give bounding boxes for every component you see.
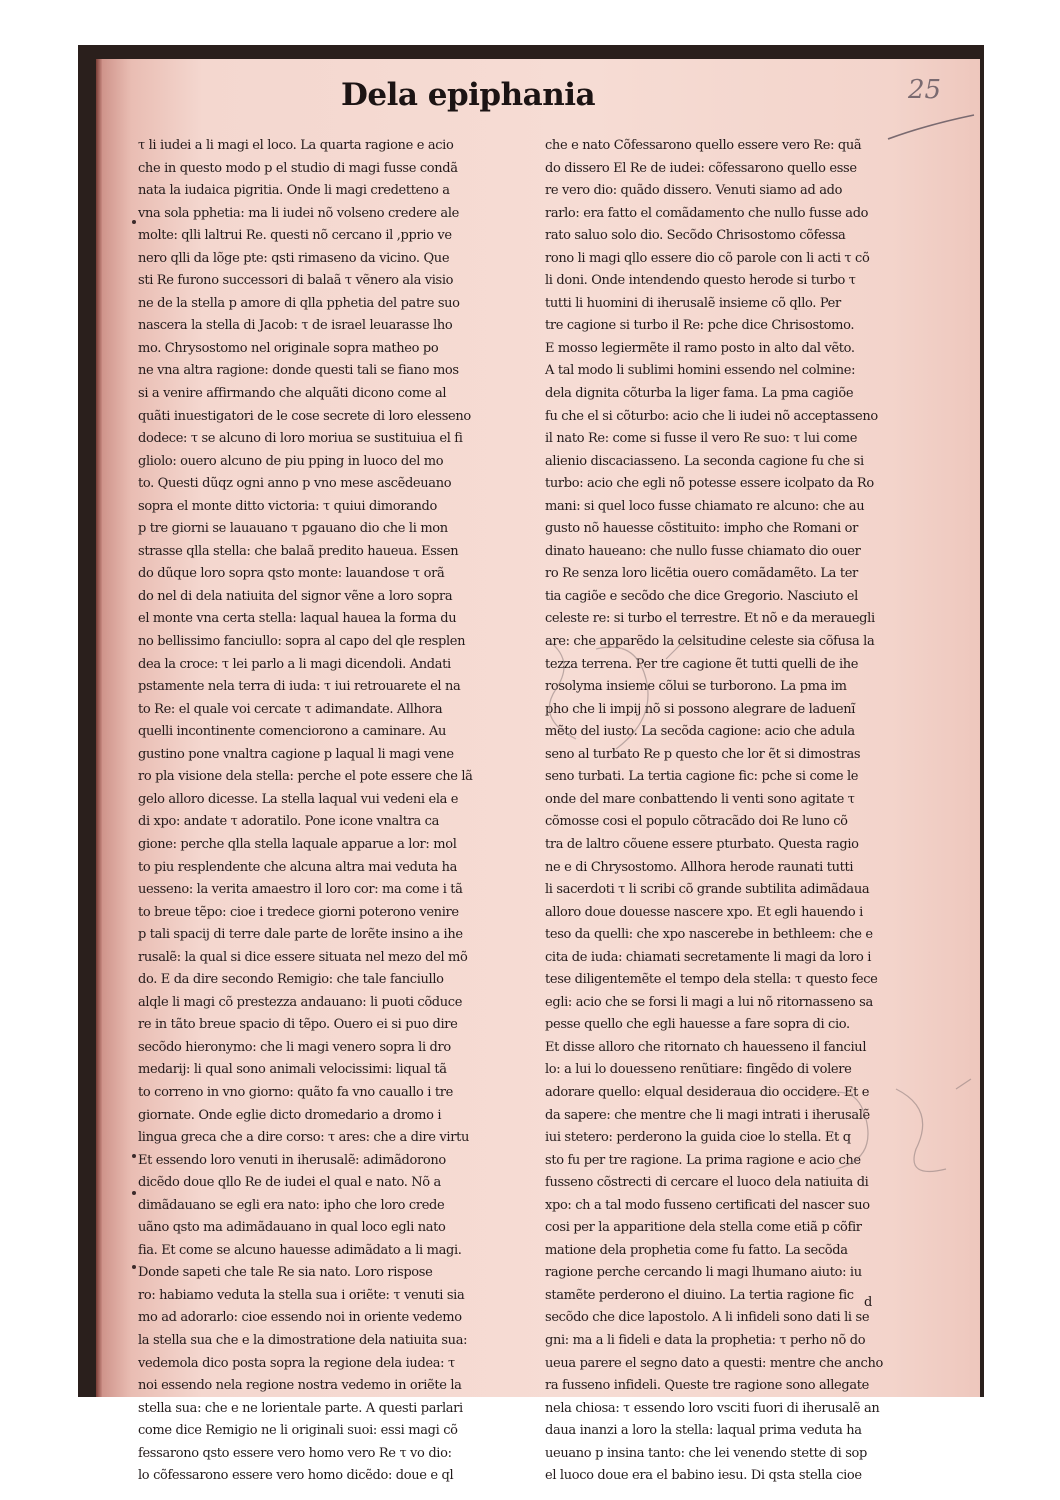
right-column-line: il nato Re: come si fusse il vero Re suo: τ lui come bbox=[545, 431, 858, 447]
left-column-line: gione: perche qlla stella laquale apparue a lor: mol bbox=[138, 836, 457, 852]
library-stamp-outline bbox=[516, 619, 696, 779]
left-column-line: Et essendo loro venuti in iherusalẽ: adimãdorono bbox=[138, 1152, 446, 1168]
left-column-line: dea la croce: τ lei parlo a li magi dicendoli. Andati bbox=[138, 656, 451, 672]
left-column-line: stella sua: che e ne lorientale parte. A questi parlari bbox=[138, 1400, 463, 1416]
right-column-line: fusseno cõstrecti di cercare el luoco dela natiuita di bbox=[545, 1175, 869, 1191]
left-column-line: vedemola dico posta sopra la regione dela iudea: τ bbox=[138, 1355, 455, 1371]
right-column-line: E mosso legiermẽte il ramo posto in alto dal vẽto. bbox=[545, 340, 855, 356]
left-column-line: ne vna altra ragione: donde questi tali se fiano mos bbox=[138, 363, 459, 379]
right-column-line: re vero dio: quãdo dissero. Venuti siamo ad ado bbox=[545, 183, 843, 199]
right-column-line: seno al turbato Re p questo che lor ẽt si dimostras bbox=[545, 746, 861, 762]
right-column-line: onde del mare conbattendo li venti sono agitate τ bbox=[545, 791, 855, 807]
right-column-line: ra fusseno infideli. Queste tre ragione sono allegate bbox=[545, 1378, 869, 1394]
right-column-line: dinato haueano: che nullo fusse chiamato dio ouer bbox=[545, 543, 861, 559]
right-column-line: ne e di Chrysostomo. Allhora herode raunati tutti bbox=[545, 859, 854, 875]
right-column-line: adorare quello: elqual desideraua dio occidere. Et e bbox=[545, 1084, 870, 1100]
left-column-line: mo. Chrysostomo nel originale sopra matheo po bbox=[138, 340, 439, 356]
left-column-line: p tali spacij di terre dale parte de lorẽte insino a ihe bbox=[138, 927, 463, 943]
right-column-line: matione dela prophetia come fu fatto. La secõda bbox=[545, 1242, 848, 1258]
left-column-line: secõdo hieronymo: che li magi venero sopra li dro bbox=[138, 1039, 451, 1055]
right-column-line: lo: a lui lo douesseno renũtiare: fingẽdo di volere bbox=[545, 1062, 852, 1078]
right-text-column bbox=[545, 135, 923, 1488]
right-column-line: rarlo: era fatto el comãdamento che nullo fusse ado bbox=[545, 205, 869, 221]
right-column-line: fu che el si cõturbo: acio che li iudei nõ acceptasseno bbox=[545, 408, 878, 424]
left-column-line: do. E da dire secondo Remigio: che tale fanciullo bbox=[138, 972, 444, 988]
right-column-line: rato saluo solo dio. Secõdo Chrisostomo cõfessa bbox=[545, 228, 846, 244]
right-column-line: li doni. Onde intendendo questo herode si turbo τ bbox=[545, 273, 856, 289]
right-column-line: ueuano p insina tanto: che lei venendo stette di sop bbox=[545, 1445, 867, 1461]
left-column-line: alqle li magi cõ prestezza andauano: li puoti cõduce bbox=[138, 994, 463, 1010]
left-column-line: nero qlli da lõge pte: qsti rimaseno da vicino. Que bbox=[138, 250, 450, 266]
right-column-line: gni: ma a li fideli e data la prophetia: τ perho nõ do bbox=[545, 1332, 866, 1348]
library-stamp-outline bbox=[796, 1069, 976, 1189]
left-column-line: to correno in vno giorno: quãto fa vno cauallo i tre bbox=[138, 1084, 453, 1100]
right-column-line: dela dignita cõturba la liger fama. La pma cagiõe bbox=[545, 386, 854, 402]
left-column-line: nascera la stella di Jacob: τ de israel leuarasse lho bbox=[138, 318, 453, 334]
right-column-line: are: che apparẽdo la celsitudine celeste sia cõfusa la bbox=[545, 634, 875, 650]
left-column-line: noi essendo nela regione nostra vedemo in oriẽte la bbox=[138, 1378, 462, 1394]
right-column-line: turbo: acio che egli nõ potesse essere icolpato da Ro bbox=[545, 476, 874, 492]
right-column-line: tre cagione si turbo il Re: pche dice Chrisostomo. bbox=[545, 318, 855, 334]
right-column-line: da sapere: che mentre che li magi intrati i iherusalẽ bbox=[545, 1107, 870, 1123]
right-column-line: sto fu per tre ragione. La prima ragione e acio che bbox=[545, 1152, 861, 1168]
left-column-line: uãno qsto ma adimãdauano in qual loco egli nato bbox=[138, 1220, 446, 1236]
right-column-line: do dissero El Re de iudei: cõfessarono quello esse bbox=[545, 160, 857, 176]
left-column-line: Donde sapeti che tale Re sia nato. Loro rispose bbox=[138, 1265, 433, 1281]
left-column-line: no bellissimo fanciullo: sopra al capo del qle resplen bbox=[138, 634, 466, 650]
signature-mark: d bbox=[864, 1295, 873, 1310]
right-column-line: nela chiosa: τ essendo loro vsciti fuori di iherusalẽ an bbox=[545, 1400, 880, 1416]
left-column-line: lo cõfessarono essere vero homo dicẽdo: doue e ql bbox=[138, 1468, 454, 1484]
left-column-line: giornate. Onde eglie dicto dromedario a dromo i bbox=[138, 1107, 442, 1123]
left-column-line: dicẽdo doue qllo Re de iudei el qual e nato. Nõ a bbox=[138, 1175, 441, 1191]
right-column-line: mani: si quel loco fusse chiamato re alcuno: che au bbox=[545, 498, 865, 514]
right-column-line: cita de iuda: chiamati secretamente li magi da loro i bbox=[545, 949, 872, 965]
left-column-line: quãti inuestigatori de le cose secrete di loro elesseno bbox=[138, 408, 471, 424]
right-column-line: che e nato Cõfessarono quello essere vero Re: quã bbox=[545, 138, 862, 153]
right-column-line: tutti li huomini di iherusalẽ insieme cõ qllo. Per bbox=[545, 295, 841, 311]
right-column-line: tra de laltro cõuene essere pturbato. Questa ragio bbox=[545, 836, 859, 852]
left-column-line: come dice Remigio ne li originali suoi: essi magi cõ bbox=[138, 1423, 458, 1439]
document-page bbox=[96, 59, 980, 1484]
left-column-line: ne de la stella p amore di qlla pphetia del patre suo bbox=[138, 295, 460, 311]
right-column-line: pesse quello che egli hauesse a fare sopra di cio. bbox=[545, 1017, 850, 1033]
right-column-line: ueua parere el segno dato a questi: mentre che ancho bbox=[545, 1355, 883, 1371]
right-column-line: A tal modo li sublimi homini essendo nel colmine: bbox=[545, 363, 856, 379]
left-column-line: molte: qlli laltrui Re. questi nõ cercano il ,pprio ve bbox=[138, 228, 452, 244]
left-column-line: fessarono qsto essere vero homo vero Re τ vo dio: bbox=[138, 1445, 452, 1461]
left-column-line: strasse qlla stella: che balaã predito haueua. Essen bbox=[138, 543, 459, 559]
right-column-line: daua inanzi a loro la stella: laqual prima veduta ha bbox=[545, 1423, 862, 1439]
left-column-line: gelo alloro dicesse. La stella laqual vui vedeni ela e bbox=[138, 791, 459, 807]
right-column-line: ro Re senza loro licẽtia ouero comãdamẽto. La ter bbox=[545, 566, 858, 582]
left-column-line: p tre giorni se lauauano τ pgauano dio che li mon bbox=[138, 521, 448, 537]
page-binding-edge bbox=[96, 59, 102, 1397]
left-column-line: lingua greca che a dire corso: τ ares: che a dire virtu bbox=[138, 1130, 469, 1146]
margin-mark bbox=[132, 1154, 136, 1158]
scanned-page-frame bbox=[78, 45, 984, 1484]
right-column-line: rono li magi qllo essere dio cõ parole con li acti τ cõ bbox=[545, 250, 870, 266]
left-column-line: to. Questi dũqz ogni anno p vno mese ascẽdeuano bbox=[138, 476, 452, 492]
handwritten-folio-number: 25 bbox=[908, 75, 942, 105]
right-column-line: iui stetero: perderono la guida cioe lo stella. Et q bbox=[545, 1130, 851, 1146]
right-column-line: teso da quelli: che xpo nascerebe in bethleem: che e bbox=[545, 927, 873, 943]
left-text-column bbox=[138, 135, 516, 1488]
right-column-line: seno turbati. La tertia cagione fic: pche si come le bbox=[545, 769, 859, 785]
left-column-line: nata la iudaica pigritia. Onde li magi credetteno a bbox=[138, 183, 450, 199]
left-column-line: re in tãto breue spacio di tẽpo. Ouero ei si puo dire bbox=[138, 1017, 458, 1033]
right-column-line: li sacerdoti τ li scribi cõ grande subtilita adimãdaua bbox=[545, 882, 870, 898]
left-column-line: sopra el monte ditto victoria: τ quiui dimorando bbox=[138, 498, 437, 514]
right-column-line: celeste re: si turbo el terrestre. Et nõ e da merauegli bbox=[545, 611, 875, 627]
left-column-line: uesseno: la verita amaestro il loro cor: ma come i tã bbox=[138, 882, 463, 898]
running-heading: Dela epiphania bbox=[341, 77, 596, 113]
left-column-line: la stella sua che e la dimostratione dela natiuita sua: bbox=[138, 1332, 468, 1348]
right-column-line: secõdo che dice lapostolo. A li infideli sono dati li se bbox=[545, 1310, 870, 1326]
left-column-line: mo ad adorarlo: cioe essendo noi in oriente vedemo bbox=[138, 1310, 462, 1326]
left-column-line: rusalẽ: la qual si dice essere situata nel mezo del mõ bbox=[138, 949, 468, 965]
right-column-line: cõmosse cosi el populo cõtracãdo doi Re luno cõ bbox=[545, 814, 848, 830]
left-column-line: fia. Et come se alcuno hauesse adimãdato a li magi. bbox=[138, 1242, 462, 1258]
left-column-line: gustino pone vnaltra cagione p laqual li magi vene bbox=[138, 746, 454, 762]
right-column-line: gusto nõ hauesse cõstituito: impho che Romani or bbox=[545, 521, 858, 537]
right-column-line: pho che li impij nõ si possono alegrare de laduenĩ bbox=[545, 701, 856, 717]
left-column-line: che in questo modo p el studio di magi fusse condã bbox=[138, 160, 458, 176]
right-column-line: cosi per la apparitione dela stella come etiã p cõfir bbox=[545, 1220, 862, 1236]
left-column-line: di xpo: andate τ adoratilo. Pone icone vnaltra ca bbox=[138, 814, 439, 830]
left-column-line: medarij: li qual sono animali velocissimi: liqual tã bbox=[138, 1062, 447, 1078]
margin-mark bbox=[132, 1265, 136, 1269]
left-column-line: el monte vna certa stella: laqual hauea la forma du bbox=[138, 611, 457, 627]
left-column-line: dodece: τ se alcuno di loro moriua se sustituiua el fi bbox=[138, 431, 463, 447]
right-column-line: alienio discaciasseno. La seconda cagione fu che si bbox=[545, 453, 864, 469]
right-column-line: tese diligentemẽte el tempo dela stella: τ questo fece bbox=[545, 972, 878, 988]
margin-mark bbox=[132, 1191, 136, 1195]
right-column-line: tia cagiõe e secõdo che dice Gregorio. Nasciuto el bbox=[545, 588, 858, 604]
left-column-line: τ li iudei a li magi el loco. La quarta ragione e acio bbox=[138, 138, 454, 153]
right-column-line: stamẽte perderono el diuino. La tertia ragione fic bbox=[545, 1287, 854, 1303]
left-column-line: to piu resplendente che alcuna altra mai veduta ha bbox=[138, 859, 458, 875]
left-column-line: vna sola pphetia: ma li iudei nõ volseno credere ale bbox=[138, 205, 459, 221]
right-column-line: ragione perche cercando li magi lhumano aiuto: iu bbox=[545, 1265, 862, 1281]
left-column-line: dimãdauano se egli era nato: ipho che loro crede bbox=[138, 1197, 445, 1213]
left-column-line: quelli incontinente comenciorono a caminare. Au bbox=[138, 724, 447, 740]
right-column-line: egli: acio che se forsi li magi a lui nõ ritornasseno sa bbox=[545, 994, 873, 1010]
left-column-line: gliolo: ouero alcuno de piu pping in luoco del mo bbox=[138, 453, 444, 469]
left-column-line: pstamente nela terra di iuda: τ iui retrouarete el na bbox=[138, 679, 461, 695]
left-column-line: ro pla visione dela stella: perche el pote essere che lã bbox=[138, 769, 473, 785]
left-column-line: to breue tẽpo: cioe i tredece giorni poterono venire bbox=[138, 904, 459, 920]
right-column-line: alloro doue douesse nascere xpo. Et egli hauendo i bbox=[545, 904, 863, 920]
left-column-line: do dũque loro sopra qsto monte: lauandose τ orã bbox=[138, 566, 445, 582]
margin-mark bbox=[132, 220, 136, 224]
right-column-line: rosolyma insieme cõlui se turborono. La pma im bbox=[545, 679, 847, 695]
right-column-line: mẽto del iusto. La secõda cagione: acio che adula bbox=[545, 724, 855, 740]
left-column-line: do nel di dela natiuita del signor vẽne a loro sopra bbox=[138, 588, 453, 604]
left-column-line: to Re: el quale voi cercate τ adimandate. Allhora bbox=[138, 701, 443, 717]
left-column-line: si a venire affirmando che alquãti dicono come al bbox=[138, 386, 447, 402]
right-column-line: el luoco doue era el babino iesu. Di qsta stella cioe bbox=[545, 1468, 862, 1484]
left-column-line: ro: habiamo veduta la stella sua i oriẽte: τ venuti sia bbox=[138, 1287, 465, 1303]
left-column-line: sti Re furono successori di balaã τ vẽnero ala visio bbox=[138, 273, 454, 289]
right-column-line: Et disse alloro che ritornato ch hauesseno il fanciul bbox=[545, 1039, 867, 1055]
right-column-line: tezza terrena. Per tre cagione ẽt tutti quelli de ihe bbox=[545, 656, 859, 672]
right-column-line: xpo: ch a tal modo fusseno certificati del nascer suo bbox=[545, 1197, 870, 1213]
